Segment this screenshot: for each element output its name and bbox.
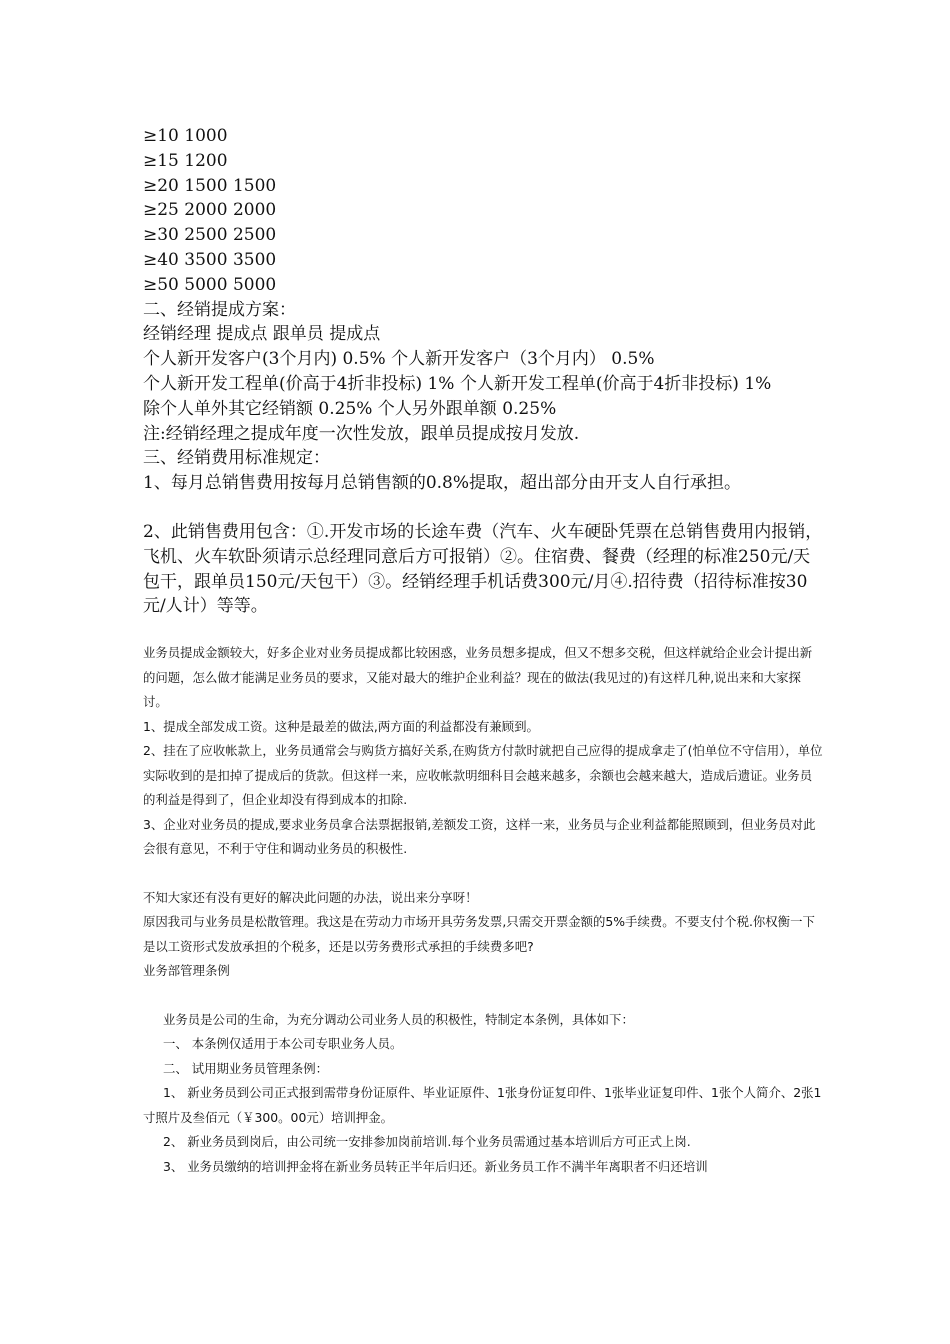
tier-row: ≥15 1200 [143, 150, 228, 171]
discussion-reply: 原因我司与业务员是松散管理。我这是在劳动力市场开具劳务发票,只需交开票金额的5%手续费。不要支付个税.你权衡一下是以工资形式发放承担的个税多，还是以劳务费形式承担的手续费多吧? [143, 914, 815, 954]
commission-tiers [143, 124, 823, 619]
discussion-point: 3、企业对业务员的提成,要求业务员拿合法票据报销,差额发工资，这样一来，业务员与企业利益都能照顾到，但业务员对此会很有意见，不利于守住和调动业务员的积极性. [143, 816, 816, 857]
tier-row: ≥20 1500 1500 [143, 175, 277, 196]
tier-row: ≥10 1000 [143, 126, 228, 146]
tier-row: ≥40 3500 3500 [143, 249, 277, 270]
section2-note: 注:经销经理之提成年度一次性发放，跟单员提成按月发放. [143, 423, 580, 444]
regulations-article: 一、 本条例仅适用于本公司专职业务人员。 [163, 1036, 403, 1052]
discussion-point: 1、提成全部发成工资。这种是最差的做法,两方面的利益都没有兼顾到。 [143, 718, 539, 734]
section2-header-row: 经销经理 提成点 跟单员 提成点 [143, 324, 381, 345]
section3-heading: 三、经销费用标准规定： [143, 448, 330, 469]
document-page [143, 124, 823, 1179]
regulations-item: 2、 新业务员到岗后，由公司统一安排参加岗前培训.每个业务员需通过基本培训后方可正式上岗. [163, 1134, 691, 1150]
discussion-point: 2、挂在了应收帐款上，业务员通常会与购货方搞好关系,在购货方付款时就把自己应得的提成拿走了(怕单位不守信用），单位实际收到的是扣掉了提成后的货款。但这样一来，应收帐款明细科目会越来越多，余额也会越来越大，造成后遗证。业务员的利益是得到了，但企业却没有得到成本的扣除. [143, 743, 823, 808]
regulations-item: 3、 业务员缴纳的培训押金将在新业务员转正半年后归还。新业务员工作不满半年离职者不归还培训 [163, 1158, 708, 1174]
section2-heading: 二、经销提成方案： [143, 299, 296, 320]
section3-item: 1、每月总销售费用按每月总销售额的0.8%提取，超出部分由开支人自行承担。 [143, 473, 742, 494]
regulations-intro: 业务员是公司的生命，为充分调动公司业务人员的积极性，特制定本条例，具体如下： [163, 1011, 634, 1027]
section2-row: 个人新开发客户(3个月内) 0.5% 个人新开发客户（3个月内） 0.5% [143, 349, 655, 370]
section2-row: 个人新开发工程单(价高于4折非投标) 1% 个人新开发工程单(价高于4折非投标) 1% [143, 373, 772, 394]
tier-row: ≥50 5000 5000 [143, 274, 277, 295]
section3-item: 2、此销售费用包含：①.开发市场的长途车费（汽车、火车硬卧凭票在总销售费用内报销，飞机、火车软卧须请示总经理同意后方可报销）②。住宿费、餐费（经理的标准250元/天包干，跟单员150元/天包干）③。经销经理手机话费300元/月④.招待费（招待标准按30元/人计）等等。 [143, 521, 823, 617]
discussion-intro: 业务员提成金额较大，好多企业对业务员提成都比较困惑，业务员想多提成，但又不想多交税，但这样就给企业会计提出新的问题，怎么做才能满足业务员的要求，又能对最大的维护企业利益？现在的做法(我见过的)有这样几种,说出来和大家探讨。 [143, 645, 813, 710]
tier-row: ≥30 2500 2500 [143, 225, 277, 246]
tier-row: ≥25 2000 2000 [143, 200, 277, 221]
discussion-ask: 不知大家还有没有更好的解决此问题的办法，说出来分享呀！ [143, 889, 478, 905]
regulations-article: 二、 试用期业务员管理条例： [163, 1060, 329, 1076]
section2-row: 除个人单外其它经销额 0.25% 个人另外跟单额 0.25% [143, 398, 557, 419]
regulations-title: 业务部管理条例 [143, 963, 230, 979]
regulations-item: 1、 新业务员到公司正式报到需带身份证原件、毕业证原件、1张身份证复印件、1张毕业证复印件、1张个人简介、2张1寸照片及叁佰元（￥300。00元）培训押金。 [143, 1085, 822, 1125]
discussion-block [143, 641, 823, 1179]
